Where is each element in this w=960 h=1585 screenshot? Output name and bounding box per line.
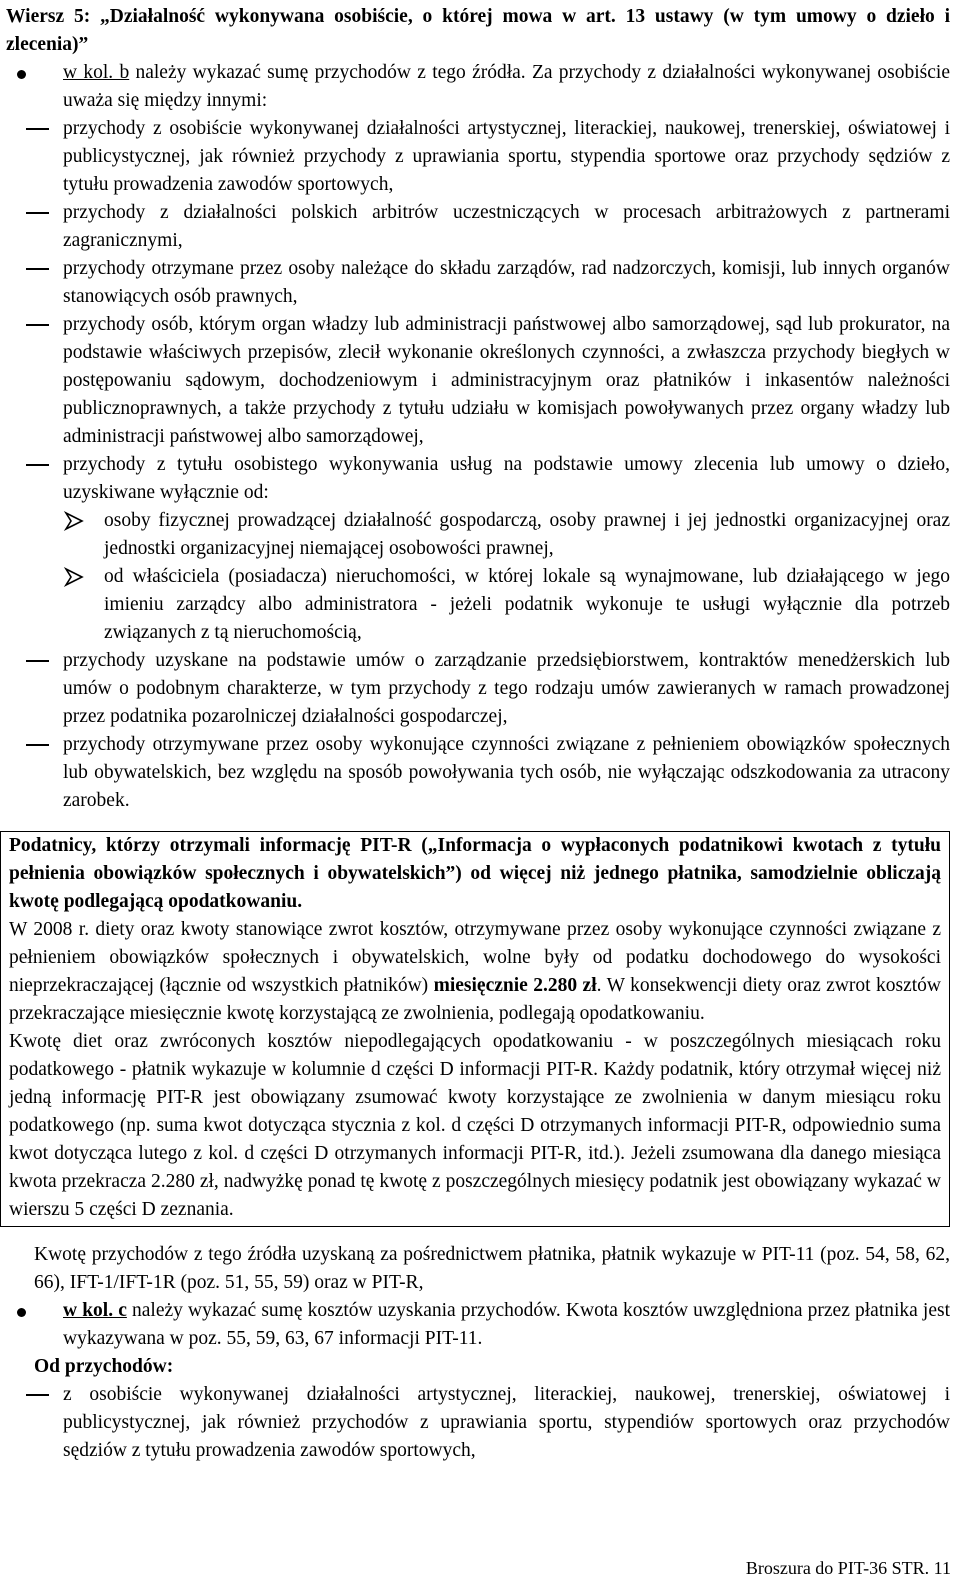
- dash-item: [6, 731, 950, 815]
- kol-c-label: w kol. c: [63, 1300, 127, 1321]
- dash-icon: [26, 1394, 49, 1396]
- kol-b-label: w kol. b: [63, 62, 130, 83]
- info-box: [0, 831, 950, 1227]
- document-content: [6, 0, 950, 1465]
- dash-icon: [26, 464, 49, 466]
- dash-item-text: przychody osób, którym organ władzy lub administracji państwowej albo samorządowej, sąd lub prokurator, na podstawie właściwych przepisów, zlecił wykonanie określonych czynności, a zwłaszcza przychody biegłych w postępowaniu sądowym, dochodzeniowym i administracyjnym oraz płatników i inkasentów należności publicznoprawnych, a także przychody z tytułu udziału w komisjach powoływanych przez organy władzy lub administracji państwowej albo samorządowej,: [63, 314, 950, 447]
- info-box-paragraph-2: Kwotę diet oraz zwróconych kosztów niepodlegających opodatkowaniu - w poszczególnych miesiącach roku podatkowego - płatnik wykazuje w kolumnie d części D informacji PIT-R. Każdy podatnik, który otrzymał więcej niż jedną informację PIT-R jest obowiązany zsumować kwoty korzystające ze zwolnienia w danym miesiącu roku podatkowego (np. suma kwot dotycząca stycznia z kol. d części D otrzymanych informacji PIT-R, odpowiednio suma kwot dotycząca lutego z kol. d części D otrzymanych informacji PIT-R, itd.). Jeżeli zsumowana dla danego miesiąca kwota przekracza 2.280 zł, nadwyżkę ponad tę kwotę z poszczególnych miesięcy podatnik jest obowiązany wykazać w wierszu 5 części D zeznania.: [9, 1031, 941, 1220]
- dash-item-text: z osobiście wykonywanej działalności artystycznej, literackiej, naukowej, trenerskiej, oświatowej i publicystycznej, jak również przychodów z uprawiania sportu, stypendiów sportowych oraz przychodów sędziów z tytułu prowadzenia zawodów sportowych,: [63, 1384, 950, 1461]
- arrow-item: [6, 507, 950, 563]
- page-footer: Broszura do PIT-36 STR. 11: [745, 1558, 951, 1578]
- bullet-icon: [17, 1308, 26, 1317]
- arrow-item-text: osoby fizycznej prowadzącej działalność gospodarczą, osoby prawnej i jej jednostki organizacyjnej oraz jednostki organizacyjnej niemającej osobowości prawnej,: [104, 510, 950, 559]
- dash-item: [6, 199, 950, 255]
- section-title: Wiersz 5: „Działalność wykonywana osobiście, o której mowa w art. 13 ustawy (w tym umowy o dzieło i zlecenia)”: [6, 6, 950, 55]
- dash-icon: [26, 212, 49, 214]
- dash-item: [6, 647, 950, 731]
- arrow-bullet-icon: [63, 510, 85, 532]
- arrow-item: [6, 563, 950, 647]
- bullet-kol-c: [6, 1297, 950, 1353]
- kol-c-text: należy wykazać sumę kosztów uzyskania przychodów. Kwota kosztów uwzględniona przez płatnika jest wykazywana w poz. 55, 59, 63, 67 informacji PIT-11.: [63, 1300, 951, 1349]
- dash-item: [6, 115, 950, 199]
- arrow-bullet-icon: [63, 566, 85, 588]
- info-box-text: W 2008 r. diety oraz kwoty stanowiące zwrot kosztów, otrzymywane przez osoby wykonujące czynności związane z pełnieniem obowiązków społecznych i obywatelskich, wolne były od podatku dochodowego do wysokości nieprzekraczającej (łącznie od wszystkich płatników): [9, 919, 941, 996]
- dash-item-text: przychody uzyskane na podstawie umów o zarządzanie przedsiębiorstwem, kontraktów menedżerskich lub umów o podobnym charakterze, w tym przychody z tego rodzaju umów zawieranych w ramach prowadzonej przez podatnika pozarolniczej działalności gospodarczej,: [63, 650, 950, 727]
- dash-item-text: przychody z tytułu osobistego wykonywania usług na podstawie umowy zlecenia lub umowy o dzieło, uzyskiwane wyłącznie od:: [63, 454, 950, 503]
- dash-icon: [26, 324, 49, 326]
- dash-item: [6, 255, 950, 311]
- info-box-heading: Podatnicy, którzy otrzymali informację PIT-R („Informacja o wypłaconych podatnikowi kwotach z tytułu pełnienia obowiązków społecznych i obywatelskich”) od więcej niż jednego płatnika, samodzielnie obliczają kwotę podlegającą opodatkowaniu.: [9, 835, 941, 912]
- kol-b-text: należy wykazać sumę przychodów z tego źródła. Za przychody z działalności wykonywanej osobiście uważa się między innymi:: [63, 62, 951, 111]
- arrow-item-text: od właściciela (posiadacza) nieruchomości, w której lokale są wynajmowane, lub działającego w jego imieniu zarządcy albo administratora - jeżeli podatnik wykonuje te usługi wyłącznie dla potrzeb związanych z tą nieruchomością,: [104, 566, 950, 643]
- bullet-icon: [17, 70, 26, 79]
- dash-icon: [26, 660, 49, 662]
- dash-icon: [26, 128, 49, 130]
- dash-item-text: przychody z działalności polskich arbitrów uczestniczących w procesach arbitrażowych z partnerami zagranicznymi,: [63, 202, 950, 251]
- info-box-paragraph-1: [9, 916, 941, 1028]
- dash-icon: [26, 744, 49, 746]
- od-przychodow-heading: Od przychodów:: [34, 1356, 174, 1377]
- dash-item: [6, 451, 950, 507]
- bullet-kol-b: [6, 59, 950, 115]
- dash-item-text: przychody otrzymane przez osoby należące do składu zarządów, rad nadzorczych, komisji, lub innych organów stanowiących osób prawnych,: [63, 258, 950, 307]
- dash-item-text: przychody otrzymywane przez osoby wykonujące czynności związane z pełnieniem obowiązków społecznych lub obywatelskich, bez względu na sposób powoływania tych osób, nie wyłączając odszkodowania za utracony zarobek.: [63, 734, 950, 811]
- after-box-paragraph: Kwotę przychodów z tego źródła uzyskaną za pośrednictwem płatnika, płatnik wykazuje w PIT-11 (poz. 54, 58, 62, 66), IFT-1/IFT-1R (poz. 51, 55, 59) oraz w PIT-R,: [34, 1244, 950, 1293]
- info-box-bold: miesięcznie 2.280 zł: [433, 975, 597, 996]
- dash-icon: [26, 268, 49, 270]
- dash-item: [6, 1381, 950, 1465]
- info-box-text: . W konsekwencji diety oraz zwrot kosztów przekraczające miesięcznie kwotę korzystającą ze zwolnienia, podlegają opodatkowaniu.: [9, 975, 942, 1024]
- dash-item-text: przychody z osobiście wykonywanej działalności artystycznej, literackiej, naukowej, trenerskiej, oświatowej i publicystycznej, jak również przychody z uprawiania sportu, stypendia sportowe oraz przychody sędziów z tytułu prowadzenia zawodów sportowych,: [63, 118, 950, 195]
- dash-item: [6, 311, 950, 451]
